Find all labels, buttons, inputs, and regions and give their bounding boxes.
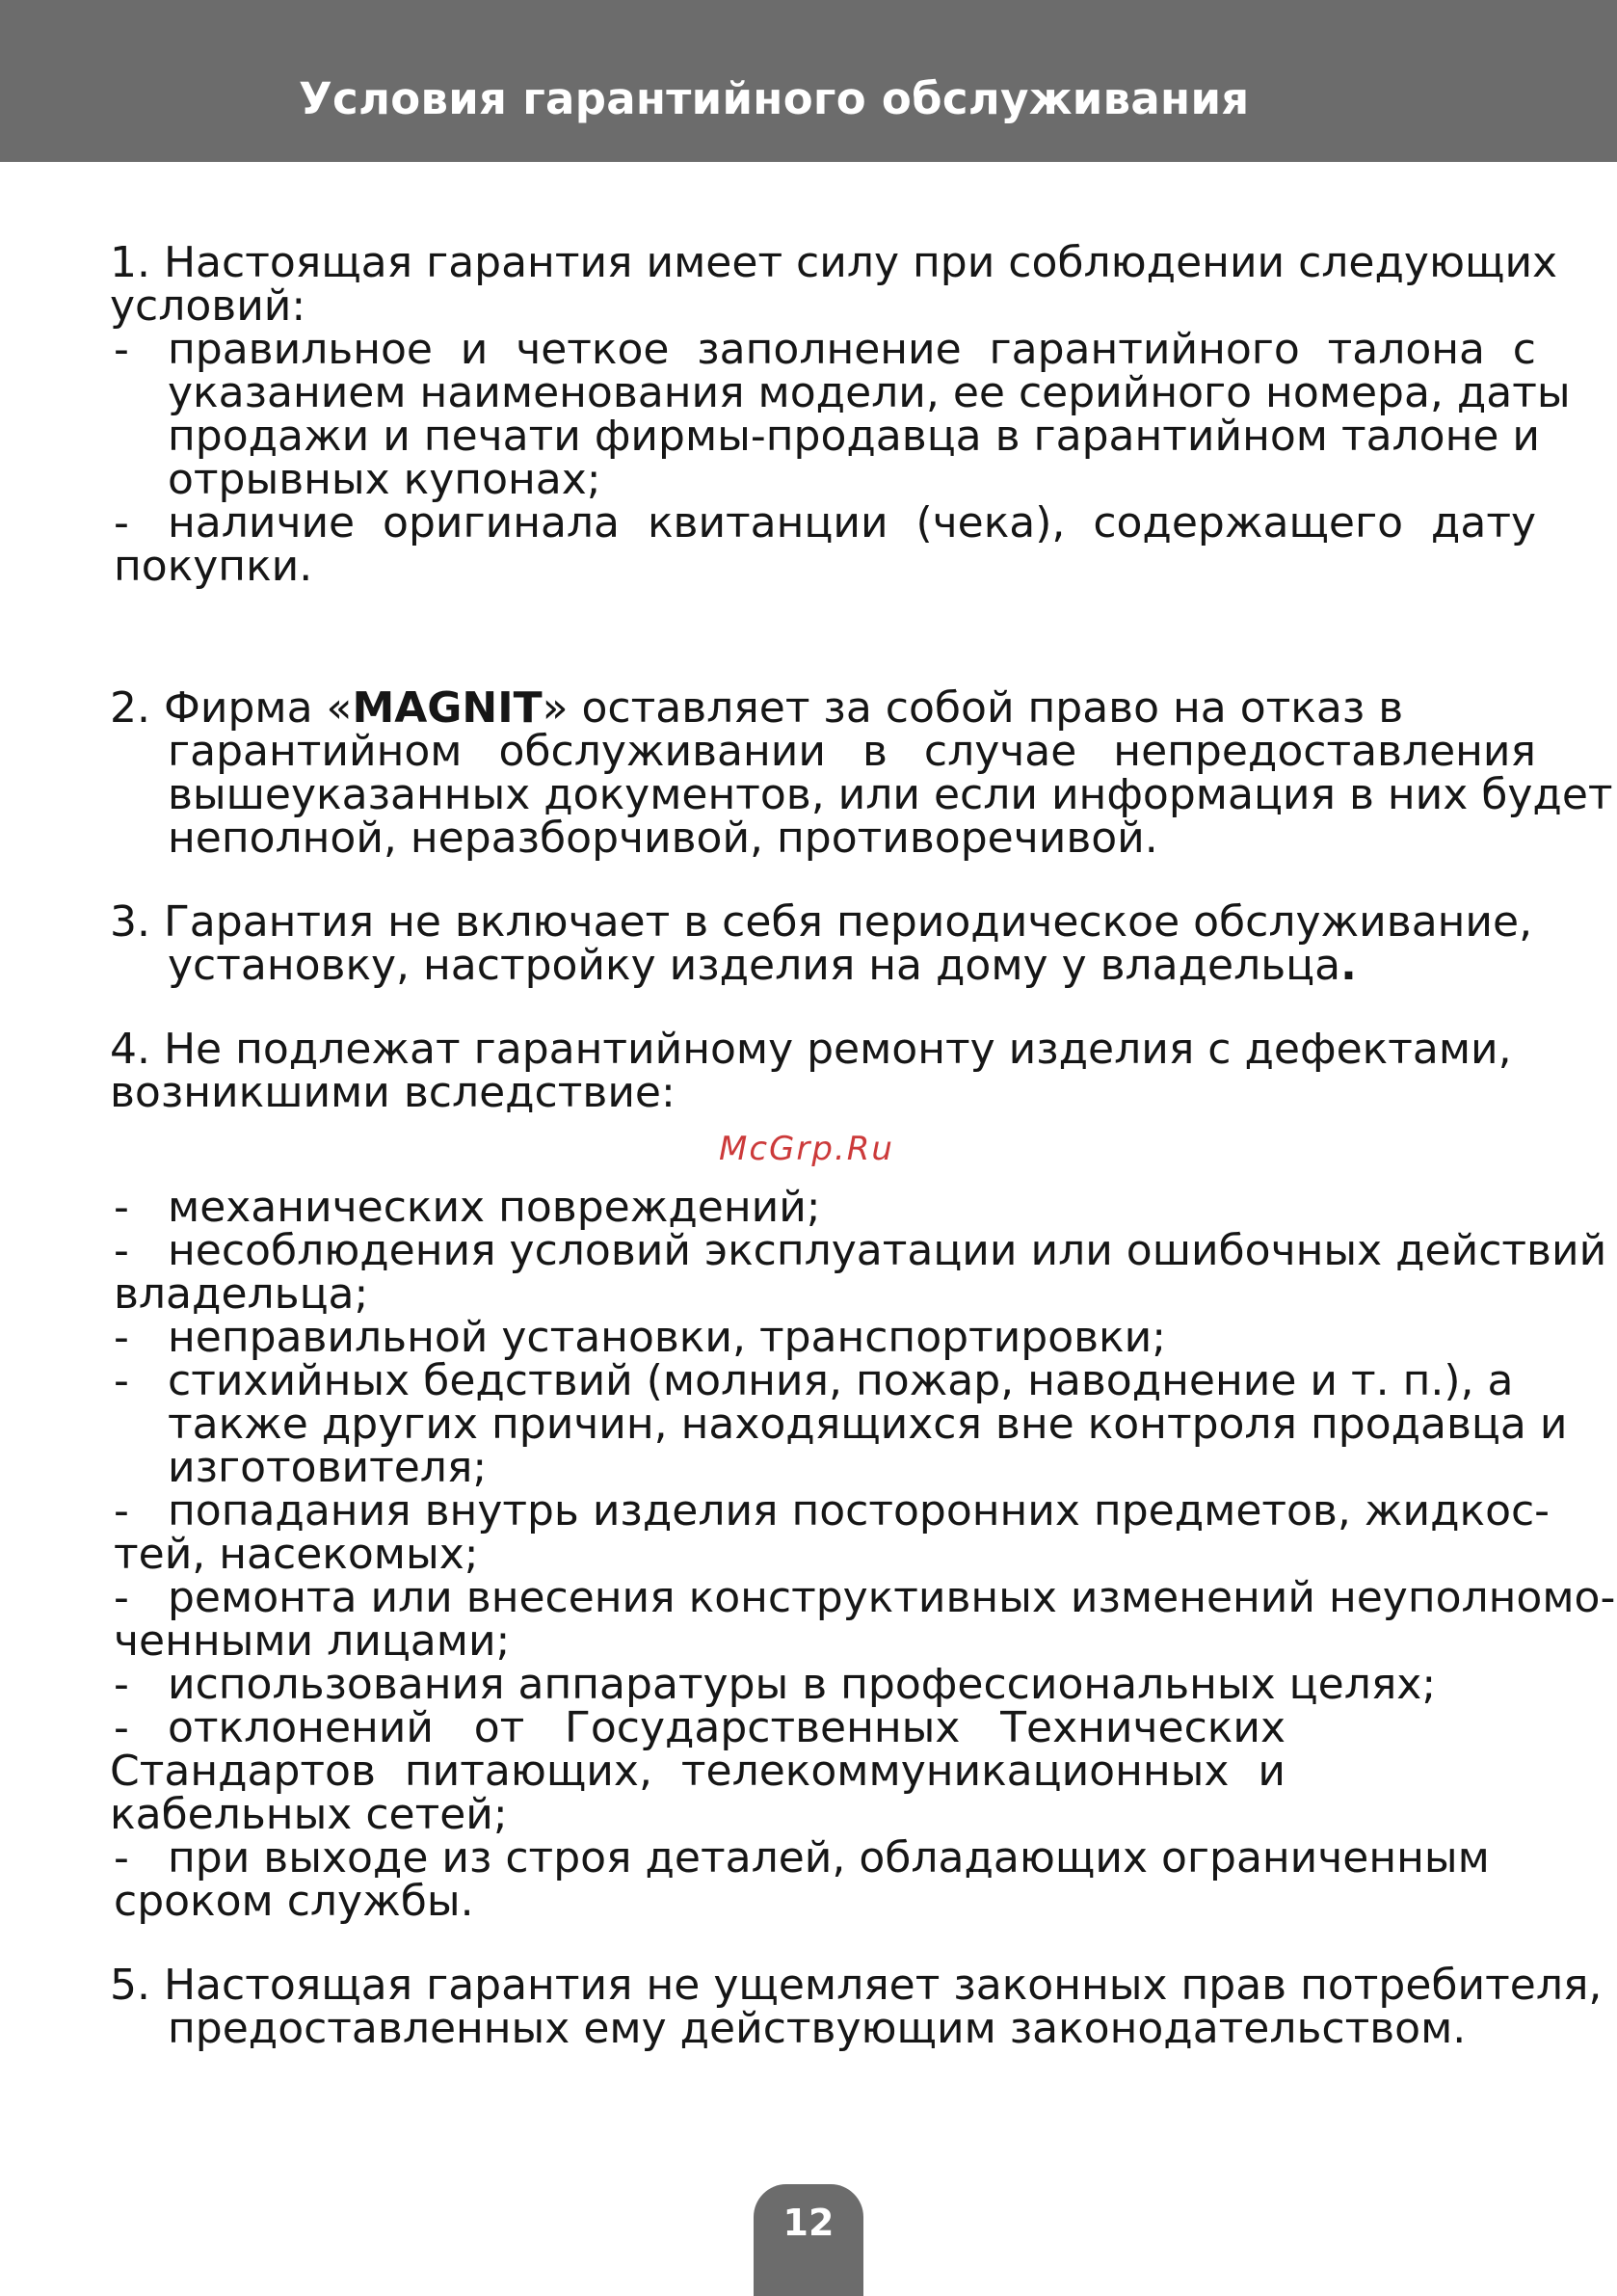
list-item-text: покупки. bbox=[114, 542, 313, 591]
section-2-line-4: неполной, неразборчивой, противоречивой. bbox=[168, 814, 1158, 863]
bullet-dash: - bbox=[114, 1486, 129, 1535]
section-3-line-2 bbox=[168, 941, 1536, 990]
list-item bbox=[110, 1226, 1607, 1319]
list-item bbox=[110, 325, 1571, 504]
list-item bbox=[110, 1833, 1536, 1926]
list-item-text: указанием наименования модели, ее серийного номера, даты bbox=[168, 368, 1571, 417]
section-1 bbox=[110, 238, 1571, 591]
bullet-dash: - bbox=[114, 498, 129, 547]
section-1-line-1: 1. Настоящая гарантия имеет силу при соблюдении следующих bbox=[110, 238, 1558, 287]
list-item-text: стихийных бедствий (молния, пожар, наводнение и т. п.), а bbox=[168, 1356, 1514, 1405]
list-item-text: использования аппаратуры в профессиональных целях; bbox=[168, 1660, 1437, 1709]
section-2-line-3: вышеуказанных документов, или если информация в них будет bbox=[168, 770, 1613, 819]
list-item bbox=[110, 1486, 1551, 1579]
list-item-text: попадания внутрь изделия посторонних предметов, жидкос- bbox=[168, 1486, 1551, 1535]
list-item-text: изготовителя; bbox=[168, 1443, 488, 1492]
list-item-text: ченными лицами; bbox=[114, 1616, 511, 1666]
section-2-line-2: гарантийном обслуживании в случае непредоставления bbox=[168, 727, 1536, 776]
page-number-tab bbox=[754, 2184, 863, 2296]
list-item bbox=[110, 1703, 1536, 1839]
section-3-line-1: 3. Гарантия не включает в себя периодическое обслуживание, bbox=[110, 897, 1533, 947]
list-item-text: правильное и четкое заполнение гарантийного талона с bbox=[168, 325, 1536, 374]
section-1-line-2: условий: bbox=[110, 281, 306, 331]
section-3-line-2-text: установку, настройку изделия на дому у владельца bbox=[168, 941, 1341, 990]
list-item-text: Стандартов питающих, телекоммуникационных и bbox=[110, 1747, 1286, 1796]
bullet-dash: - bbox=[114, 1313, 129, 1362]
list-item-text: сроком службы. bbox=[114, 1877, 474, 1926]
watermark-text: McGrp.Ru bbox=[719, 1130, 894, 1168]
list-item-text: несоблюдения условий эксплуатации или ошибочных действий bbox=[168, 1226, 1607, 1275]
list-item-text: продажи и печати фирмы-продавца в гарантийном талоне и bbox=[168, 412, 1541, 461]
bullet-dash: - bbox=[114, 1183, 129, 1232]
section-5-line-1: 5. Настоящая гарантия не ущемляет законных прав потребителя, bbox=[110, 1961, 1603, 2010]
section-2 bbox=[110, 683, 1613, 863]
list-item-text: отрывных купонах; bbox=[168, 455, 601, 504]
bullet-dash: - bbox=[114, 1703, 129, 1752]
list-item bbox=[110, 1573, 1616, 1666]
list-item-text: кабельных сетей; bbox=[110, 1790, 508, 1839]
list-item bbox=[110, 1313, 1536, 1362]
section-4-line-2: возникшими вследствие: bbox=[110, 1068, 676, 1117]
section-2-suffix: » оставляет за собой право на отказ в bbox=[542, 683, 1404, 733]
header-bar bbox=[0, 0, 1617, 162]
list-item-text: владельца; bbox=[114, 1269, 369, 1319]
list-item-text: отклонений от Государственных Технических bbox=[168, 1703, 1286, 1752]
list-item-text: механических повреждений; bbox=[168, 1183, 821, 1232]
bullet-dash: - bbox=[114, 1833, 129, 1882]
list-item-text: ремонта или внесения конструктивных изменений неуполномо- bbox=[168, 1573, 1616, 1622]
section-2-line-1 bbox=[110, 683, 1536, 733]
list-item-text: наличие оригинала квитанции (чека), содержащего дату bbox=[168, 498, 1536, 547]
list-item bbox=[110, 1660, 1536, 1709]
list-item bbox=[110, 1183, 1536, 1232]
page-title: Условия гарантийного обслуживания bbox=[299, 73, 1250, 124]
list-item-text: неправильной установки, транспортировки; bbox=[168, 1313, 1167, 1362]
list-item-text: тей, насекомых; bbox=[114, 1530, 479, 1579]
list-item bbox=[110, 498, 1536, 591]
bullet-dash: - bbox=[114, 1573, 129, 1622]
page-number: 12 bbox=[782, 2202, 835, 2244]
section-3 bbox=[110, 897, 1536, 990]
section-5-line-2: предоставленных ему действующим законодательством. bbox=[168, 2004, 1467, 2053]
brand-name: MAGNIT bbox=[352, 683, 543, 733]
section-2-prefix: 2. Фирма « bbox=[110, 683, 353, 733]
list-item-text: также других причин, находящихся вне контроля продавца и bbox=[168, 1400, 1568, 1449]
bullet-dash: - bbox=[114, 1660, 129, 1709]
bullet-dash: - bbox=[114, 1356, 129, 1405]
list-item bbox=[110, 1356, 1568, 1492]
section-5 bbox=[110, 1961, 1603, 2053]
section-4-line-1: 4. Не подлежат гарантийному ремонту изделия с дефектами, bbox=[110, 1025, 1512, 1074]
section-3-period: . bbox=[1340, 941, 1357, 990]
bullet-dash: - bbox=[114, 325, 129, 374]
bullet-dash: - bbox=[114, 1226, 129, 1275]
list-item-text: при выходе из строя деталей, обладающих ограниченным bbox=[168, 1833, 1490, 1882]
